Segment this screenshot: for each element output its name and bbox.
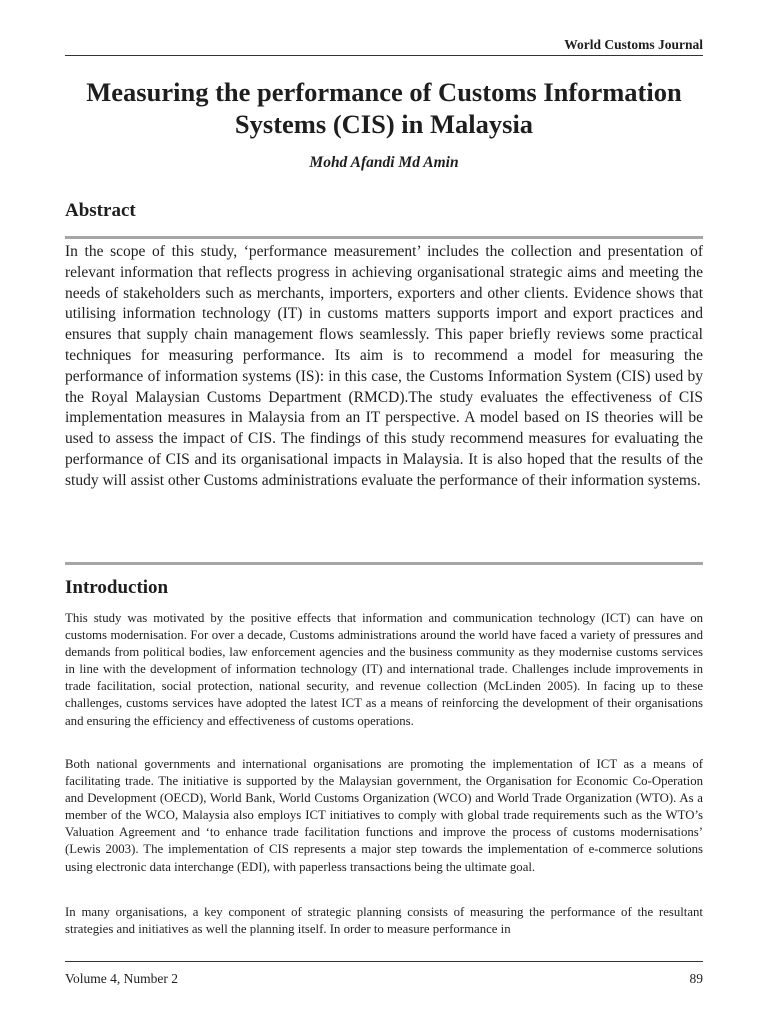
- article-title: Measuring the performance of Customs Information Systems (CIS) in Malaysia: [86, 77, 682, 139]
- footer-volume: Volume 4, Number 2: [65, 971, 178, 986]
- footer-divider: [65, 961, 703, 962]
- introduction-heading: Introduction: [65, 577, 169, 598]
- abstract-bottom-divider: [65, 562, 703, 565]
- abstract-body: In the scope of this study, ‘performance measurement’ includes the collection and presentation of relevant information that reflects progress in achieving organisational strategic aims and meeting the needs of stakeholders such as merchants, importers, exporters and other clients. Evidence shows that utilising information technology (IT) in customs matters supports import and export practices and ensures that supply chain management flows seamlessly. This paper briefly reviews some practical techniques for measuring performance. Its aim is to recommend a model for measuring the performance of information systems (IS): in this case, the Customs Information System (CIS) used by the Royal Malaysian Customs Department (RMCD).The study evaluates the effectiveness of CIS implementation measures in Malaysia from an IT perspective. A model based on IS theories will be used to assess the impact of CIS. The findings of this study recommend measures for evaluating the performance of CIS and its organisational impacts in Malaysia. It is also hoped that the results of the study will assist other Customs administrations evaluate the performance of their information systems.: [65, 243, 703, 489]
- introduction-paragraph-2: Both national governments and international organisations are promoting the implementation of ICT as a means of facilitating trade. The initiative is supported by the Malaysian government, the Organisation for Economic Co-Operation and Development (OECD), World Bank, World Customs Organization (WCO) and World Trade Organization (WTO). As a member of the WCO, Malaysia also employs ICT initiatives to comply with global trade requirements such as the WTO’s Valuation Agreement and ‘to enhance trade facilitation functions and improve the process of customs modernisations’ (Lewis 2003). The implementation of CIS represents a major step towards the implementation of e-commerce solutions using electronic data interchange (EDI), with paperless transactions being the ultimate goal.: [65, 757, 703, 874]
- article-author: Mohd Afandi Md Amin: [309, 154, 459, 171]
- footer-page-number: 89: [689, 971, 703, 986]
- introduction-paragraph-1: This study was motivated by the positive effects that information and communication technology (ICT) can have on customs modernisation. For over a decade, Customs administrations around the world have faced a variety of pressures and demands from political bodies, law enforcement agencies and the business community as they modernise customs services in line with the development of information technology (IT) and international trade. Challenges include improvements in trade facilitation, social protection, national security, and revenue collection (McLinden 2005). In facing up to these challenges, customs services have adopted the latest ICT as a means of reinforcing the development of their organisations and ensuring the efficiency and effectiveness of customs operations.: [65, 611, 703, 728]
- header-divider: [65, 55, 703, 56]
- journal-running-header: World Customs Journal: [564, 37, 703, 52]
- abstract-heading: Abstract: [65, 200, 136, 221]
- introduction-paragraph-3: In many organisations, a key component of strategic planning consists of measuring the performance of the resultant strategies and initiatives as well the planning itself. In order to measure performance in: [65, 905, 703, 937]
- abstract-top-divider: [65, 236, 703, 239]
